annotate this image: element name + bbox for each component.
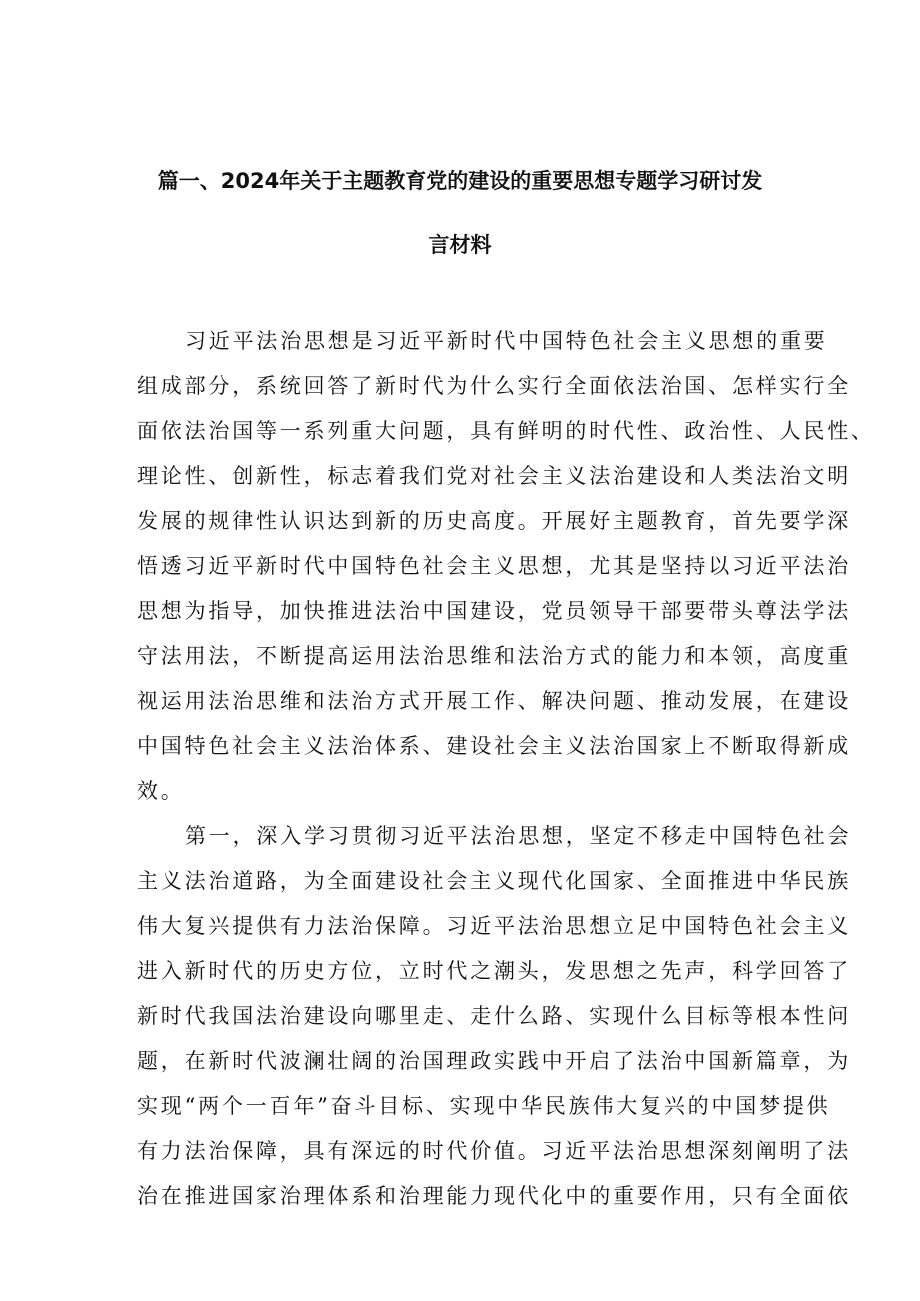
paragraph-1-line: 视运用法治思维和法治方式开展工作、解决问题、推动发展，在建设 bbox=[137, 689, 851, 713]
paragraph-2-line: 治在推进国家治理体系和治理能力现代化中的重要作用，只有全面依 bbox=[137, 1184, 851, 1208]
paragraph-2-line: 新时代我国法治建设向哪里走、走什么路、实现什么目标等根本性问 bbox=[137, 1004, 851, 1028]
paragraph-1-line: 效。 bbox=[137, 779, 185, 803]
paragraph-1-line: 守法用法，不断提高运用法治思维和法治方式的能力和本领，高度重 bbox=[137, 644, 851, 668]
paragraph-1-line: 理论性、创新性，标志着我们党对社会主义法治建设和人类法治文明 bbox=[137, 464, 851, 488]
paragraph-2-line: 主义法治道路，为全面建设社会主义现代化国家、全面推进中华民族 bbox=[137, 869, 851, 893]
paragraph-2-line: 进入新时代的历史方位，立时代之潮头，发思想之先声，科学回答了 bbox=[137, 959, 851, 983]
paragraph-2-line: 有力法治保障，具有深远的时代价值。习近平法治思想深刻阐明了法 bbox=[137, 1139, 851, 1163]
paragraph-2-line: 伟大复兴提供有力法治保障。习近平法治思想立足中国特色社会主义 bbox=[137, 914, 851, 938]
document-title-line-1: 篇一、2024年关于主题教育党的建设的重要思想专题学习研讨发 bbox=[157, 169, 763, 193]
paragraph-1-line: 悟透习近平新时代中国特色社会主义思想，尤其是坚持以习近平法治 bbox=[137, 554, 851, 578]
paragraph-1-line: 组成部分，系统回答了新时代为什么实行全面依法治国、怎样实行全 bbox=[137, 374, 851, 398]
paragraph-1-line: 中国特色社会主义法治体系、建设社会主义法治国家上不断取得新成 bbox=[137, 734, 851, 758]
paragraph-1-line: 发展的规律性认识达到新的历史高度。开展好主题教育，首先要学深 bbox=[137, 509, 851, 533]
paragraph-2-line: 实现“两个一百年”奋斗目标、实现中华民族伟大复兴的中国梦提供 bbox=[137, 1094, 831, 1118]
paragraph-1-line: 思想为指导，加快推进法治中国建设，党员领导干部要带头尊法学法 bbox=[137, 599, 851, 623]
document-title-line-2: 言材料 bbox=[428, 233, 492, 257]
paragraph-1-line: 习近平法治思想是习近平新时代中国特色社会主义思想的重要 bbox=[185, 329, 828, 353]
paragraph-2-line: 第一，深入学习贯彻习近平法治思想，坚定不移走中国特色社会 bbox=[185, 824, 852, 848]
paragraph-1-line: 面依法治国等一系列重大问题，具有鲜明的时代性、政治性、人民性、 bbox=[137, 419, 875, 443]
paragraph-2-line: 题，在新时代波澜壮阔的治国理政实践中开启了法治中国新篇章，为 bbox=[137, 1049, 851, 1073]
